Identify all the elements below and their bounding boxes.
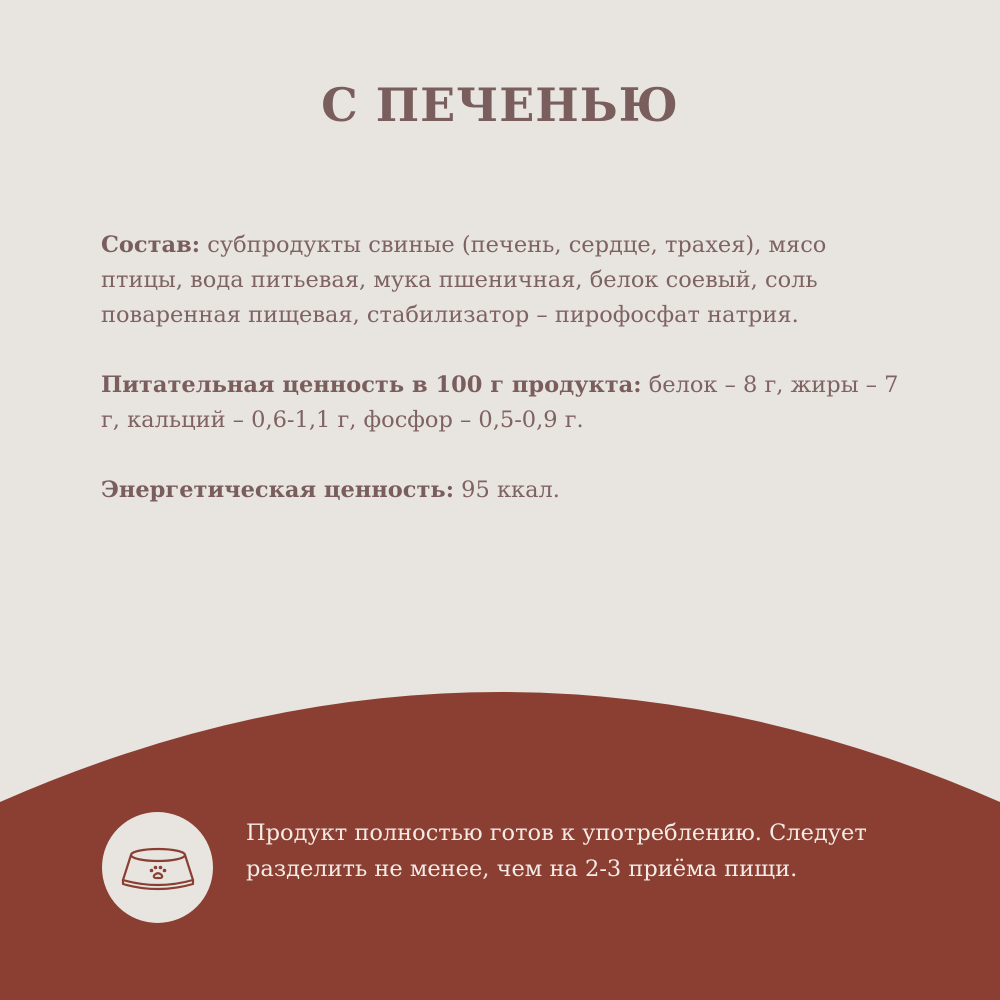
- page-title: С ПЕЧЕНЬЮ: [321, 78, 679, 132]
- nutrition-text: белок – 8 г, жиры – 7 г, кальций – 0,6-1,1 г, фосфор – 0,5-0,9 г.: [101, 372, 899, 433]
- nutrition-paragraph: [101, 368, 901, 438]
- composition-text: субпродукты свиные (печень, сердце, трахея), мясо птицы, вода питьевая, мука пшеничная, белок соевый, соль поваренная пищевая, стабилизатор – пирофосфат натрия.: [101, 232, 827, 328]
- composition-paragraph: [101, 228, 901, 333]
- product-info: [101, 228, 901, 543]
- pet-bowl-icon: [118, 843, 198, 893]
- energy-paragraph: [101, 473, 901, 508]
- composition-label: Состав:: [101, 232, 201, 258]
- bowl-badge: [102, 812, 213, 923]
- usage-note: Продукт полностью готов к употреблению. Следует разделить не менее, чем на 2-3 приёма пищи.: [246, 820, 867, 882]
- energy-label: Энергетическая ценность:: [101, 477, 455, 503]
- nutrition-label: Питательная ценность в 100 г продукта:: [101, 372, 642, 398]
- energy-text: 95 ккал.: [454, 477, 560, 503]
